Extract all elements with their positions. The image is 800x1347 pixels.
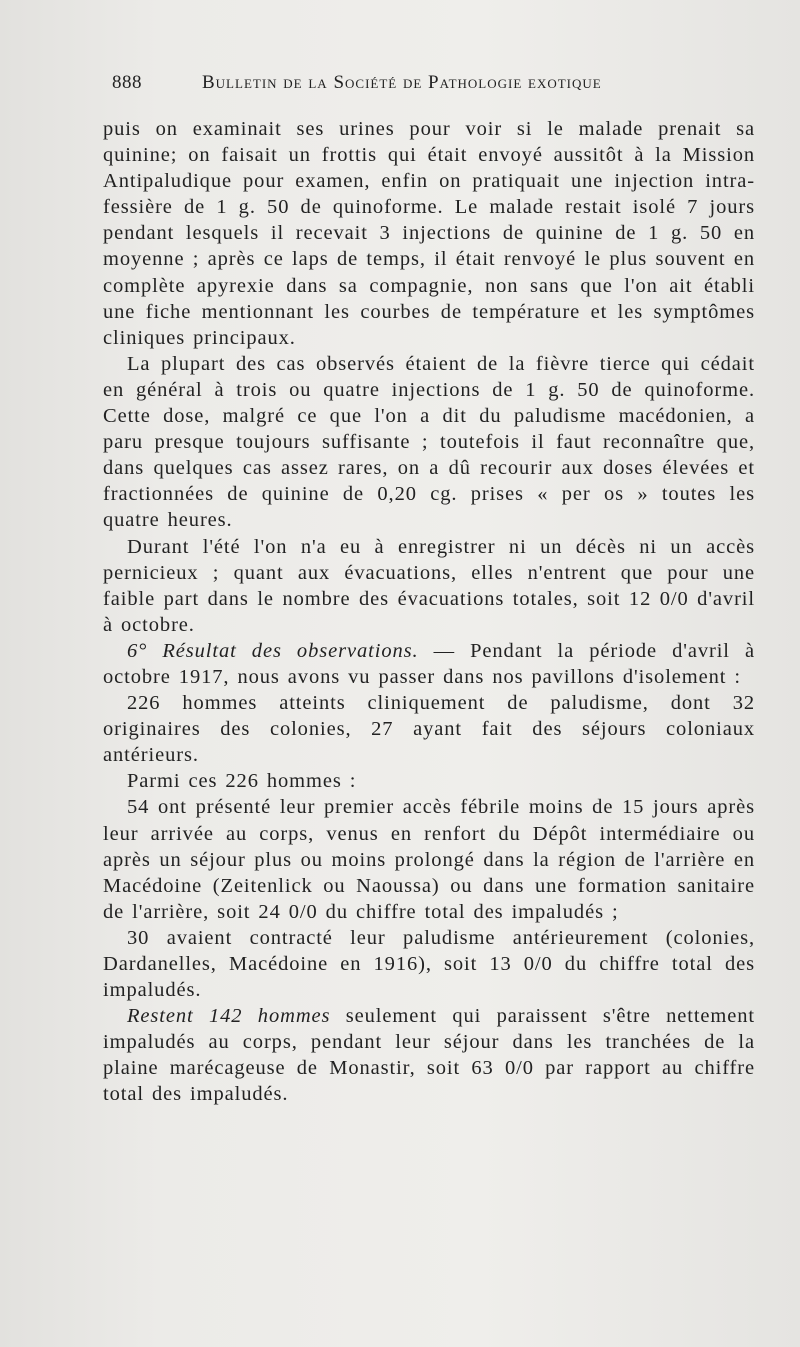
page-header xyxy=(112,72,672,102)
paragraph-4 xyxy=(103,638,755,690)
paragraph-text: 226 hommes atteints cliniquement de paludisme, dont 32 originaires des colonies, 27 ayant fait des séjours coloniaux antérieurs. xyxy=(103,692,755,767)
paragraph-text: seulement qui paraissent s'être nettement impaludés au corps, pendant leur séjour dans les tranchées de la plaine marécageuse de Monastir, soit 63 0/0 par rapport au chiffre total des impaludés. xyxy=(103,1005,756,1106)
paragraph-text: Parmi ces 226 hommes : xyxy=(127,770,357,793)
paragraph-8 xyxy=(103,925,755,1003)
paragraph-6 xyxy=(103,768,755,794)
section-heading: 6° Résultat des observations. xyxy=(127,639,419,662)
paragraph-5 xyxy=(103,690,755,768)
paragraph-text: La plupart des cas observés étaient de la fièvre tierce qui cédait en général à trois ou quatre injections de 1 g. 50 de quinoforme. Cette dose, malgré ce que l'on a dit du paludisme macédonien, a paru presque toujours suffisante ; toutefois il faut reconnaître que, dans quelques cas assez rares, on a dû recourir aux doses élevées et fractionnées de quinine de 0,20 cg. prises « per os » toutes les quatre heures. xyxy=(103,352,755,532)
paragraph-1 xyxy=(103,116,755,351)
paragraph-text: Durant l'été l'on n'a eu à enregistrer ni un décès ni un accès pernicieux ; quant aux évacuations, elles n'entrent que pour une faible part dans le nombre des évacuations totales, soit 12 0/0 d'avril à octobre. xyxy=(103,535,755,636)
body-text xyxy=(103,116,755,1108)
paragraph-text: — Pendant la période d'avril à octobre 1917, nous avons vu passer dans nos pavillons d'isolement : xyxy=(103,639,755,688)
paragraph-9 xyxy=(103,1003,755,1107)
paragraph-2 xyxy=(103,351,755,534)
paragraph-text: 54 ont présenté leur premier accès fébrile moins de 15 jours après leur arrivée au corps, venus en renfort du Dépôt intermédiaire ou après un séjour plus ou moins prolongé dans la région de l'arrière en Macédoine (Zeitenlick ou Naoussa) ou dans une formation sanitaire de l'arrière, soit 24 0/0 du chiffre total des impaludés ; xyxy=(103,796,755,923)
paragraph-text: 30 avaient contracté leur paludisme antérieurement (colonies, Dardanelles, Macédoine en 1916), soit 13 0/0 du chiffre total des impaludés. xyxy=(103,926,755,1002)
paragraph-7 xyxy=(103,794,755,924)
running-title: Bulletin de la Société de Pathologie exotique xyxy=(202,72,602,93)
paragraph-3 xyxy=(103,534,755,638)
paragraph-lead: Restent 142 hommes xyxy=(127,1005,331,1028)
page-number: 888 xyxy=(112,72,142,93)
paragraph-text: puis on examinait ses urines pour voir si le malade prenait sa quinine; on faisait un frottis qui était envoyé aussitôt à la Mission Antipaludique pour examen, enfin on pratiquait une injection intra-fessière de 1 g. 50 de quinoforme. Le malade restait isolé 7 jours pendant lesquels il recevait 3 injections de quinine de 1 g. 50 en moyenne ; après ce laps de temps, il était renvoyé le plus souvent en complète apyrexie dans sa compagnie, non sans que l'on ait établi une fiche mentionnant les courbes de température et les symptômes cliniques principaux. xyxy=(103,118,755,349)
